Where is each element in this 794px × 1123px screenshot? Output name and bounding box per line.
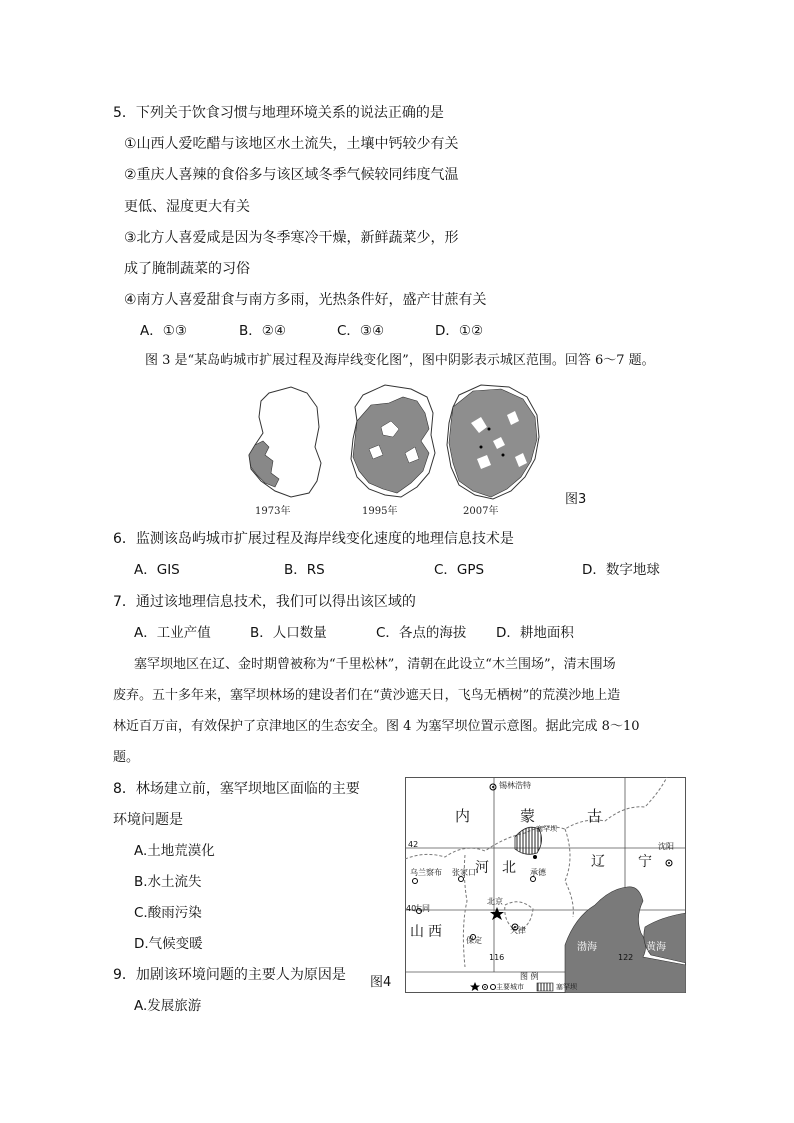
q5-option-d: D．①②	[435, 323, 484, 339]
map-label-wulanchabu: 乌兰察布	[410, 868, 442, 877]
map-legend-title: 图 例	[520, 972, 539, 981]
q5-stem: 5．下列关于饮食习惯与地理环境关系的说法正确的是	[113, 105, 444, 121]
q8-stem-a: 8．林场建立前，塞罕坝地区面临的主要	[113, 781, 360, 797]
q5-statement-2a: ②重庆人喜辣的食俗多与该区域冬季气候较同纬度气温	[124, 167, 459, 183]
map-label-tianjin: 天津	[510, 926, 526, 935]
fig3-year-1995: 1995年	[362, 506, 398, 517]
map-legend-city: 主要城市	[496, 983, 524, 991]
map-label-shan: 山	[410, 924, 424, 940]
map-label-liao: 辽	[591, 854, 605, 870]
q5-statement-2b: 更低、湿度更大有关	[124, 199, 250, 215]
map-label-ning: 宁	[638, 854, 652, 870]
intro-6-7: 图 3 是“某岛屿城市扩展过程及海岸线变化图”，图中阴影表示城区范围。回答 6～7 题。	[145, 353, 655, 368]
figure-3-island-maps	[245, 383, 550, 515]
map-label-bohai: 渤海	[577, 942, 597, 953]
q6-stem: 6．监测该岛屿城市扩展过程及海岸线变化速度的地理信息技术是	[113, 531, 514, 547]
map-label-xi: 西	[428, 924, 442, 940]
fig4-label: 图4	[370, 975, 392, 990]
passage-line-1: 塞罕坝地区在辽、金时期曾被称为“千里松林”，清朝在此设立“木兰围场”，清末围场	[134, 657, 616, 672]
map-label-shenyang: 沈阳	[658, 842, 674, 851]
map-label-huanghai: 黄海	[646, 942, 666, 953]
map-label-beijing: 北京	[487, 897, 503, 906]
q5-option-c: C．③④	[337, 323, 385, 339]
q9-option-a: A.发展旅游	[134, 998, 202, 1014]
map-label-zhangjiakou: 张家口	[452, 868, 476, 877]
map-label-bei: 北	[502, 860, 516, 876]
map-label-nei: 内	[455, 807, 471, 825]
map-lon-122: 122	[618, 953, 634, 962]
q8-option-d: D.气候变暖	[134, 936, 203, 952]
q7-stem: 7．通过该地理信息技术，我们可以得出该区域的	[113, 594, 416, 610]
q5-statement-3b: 成了腌制蔬菜的习俗	[124, 261, 250, 277]
q5-statement-1: ①山西人爱吃醋与该地区水土流失，土壤中钙较少有关	[124, 136, 459, 152]
q7-option-c: C．各点的海拔	[376, 625, 467, 641]
q7-option-b: B．人口数量	[250, 625, 327, 641]
passage-line-3: 林近百万亩，有效保护了京津地区的生态安全。图 4 为塞罕坝位置示意图。据此完成 8～10	[113, 719, 640, 734]
map-lat-40: 40	[406, 904, 417, 913]
map-label-meng: 蒙	[520, 807, 536, 825]
q6-option-b: B．RS	[284, 562, 325, 578]
fig3-year-2007: 2007年	[463, 506, 499, 517]
q6-option-c: C．GPS	[434, 562, 485, 578]
map-legend-saihanba: 塞罕坝	[556, 983, 577, 991]
q6-option-a: A．GIS	[134, 562, 180, 578]
passage-line-4: 题。	[113, 750, 140, 765]
map-label-datong: 大同	[414, 904, 430, 913]
q8-stem-b: 环境问题是	[113, 812, 183, 828]
map-label-baoding: 保定	[466, 936, 482, 945]
q5-statement-4: ④南方人喜爱甜食与南方多雨，光热条件好，盛产甘蔗有关	[124, 292, 487, 308]
q9-stem: 9．加剧该环境问题的主要人为原因是	[113, 967, 346, 983]
map-label-he: 河	[475, 860, 489, 876]
passage-line-2: 废弃。五十多年来，塞罕坝林场的建设者们在“黄沙遮天日，飞鸟无栖树”的荒漠沙地上造	[113, 688, 621, 703]
map-lon-116: 116	[489, 953, 505, 962]
q7-option-a: A．工业产值	[134, 625, 211, 641]
map-label-saihanba: 塞罕坝	[536, 825, 557, 833]
fig3-label: 图3	[565, 492, 587, 507]
q5-statement-3a: ③北方人喜爱咸是因为冬季寒冷干燥，新鲜蔬菜少，形	[124, 230, 459, 246]
map-label-gu: 古	[587, 807, 603, 825]
q5-option-b: B．②④	[239, 323, 286, 339]
figure-4-saihanba-map	[405, 777, 686, 993]
q8-option-a: A.土地荒漠化	[134, 843, 215, 859]
q7-option-d: D．耕地面积	[496, 625, 574, 641]
map-lat-42: 42	[408, 840, 419, 849]
map-label-xilinhaote: 锡林浩特	[499, 781, 531, 790]
q6-option-d: D．数字地球	[582, 562, 660, 578]
q8-option-b: B.水土流失	[134, 874, 202, 890]
q5-option-a: A．①③	[140, 323, 187, 339]
map-label-chengde: 承德	[530, 868, 546, 877]
q8-option-c: C.酸雨污染	[134, 905, 202, 921]
fig3-year-1973: 1973年	[255, 506, 291, 517]
